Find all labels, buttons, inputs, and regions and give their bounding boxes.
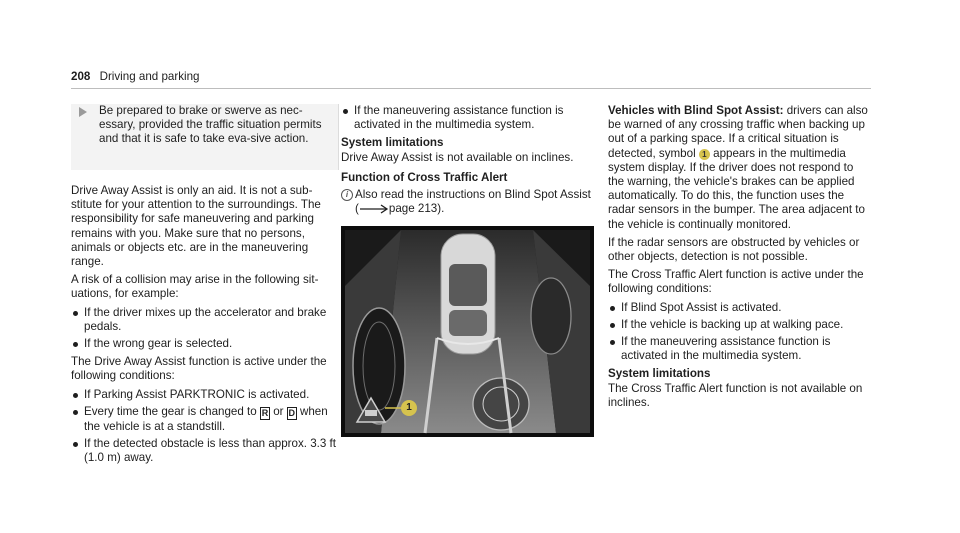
info-text: Also read the instructions on Blind Spot Assist ( xyxy=(355,188,591,216)
list-item xyxy=(71,437,339,465)
page-number: 208 xyxy=(71,70,91,83)
system-limitations-text: The Cross Traffic Alert function is not available on inclines. xyxy=(608,381,863,409)
note-box xyxy=(71,104,339,170)
gear-d-key: D xyxy=(288,407,295,418)
note-text: Be prepared to brake or swerve as nec-essary, provided the traffic situation permits and that it is safe to take eva-sive action. xyxy=(99,104,322,146)
list-item-text: If the wrong gear is selected. xyxy=(84,337,233,351)
list-item xyxy=(71,337,339,351)
bullet-icon xyxy=(73,311,78,316)
camera-view-image xyxy=(341,226,594,437)
list-item-text: If the driver mixes up the accelerator and brake pedals. xyxy=(84,305,327,333)
info-note xyxy=(341,188,593,216)
cta-condition-list xyxy=(608,301,872,364)
bullet-icon xyxy=(610,306,615,311)
or-text: or xyxy=(273,404,284,418)
list-item-text: when the vehicle is at a standstill. xyxy=(84,404,328,433)
bullet-icon xyxy=(73,342,78,347)
column-left xyxy=(71,104,339,469)
assist-list xyxy=(341,104,593,132)
page-reference-arrow-icon xyxy=(359,204,389,214)
bullet-icon xyxy=(610,340,615,345)
para-radar: If the radar sensors are obstructed by vehicles or other objects, detection is not possible. xyxy=(608,235,860,264)
para-conditions: The Cross Traffic Alert function is active under the following conditions: xyxy=(608,268,864,296)
list-item xyxy=(608,318,872,332)
bullet-icon xyxy=(73,393,78,398)
cross-traffic-heading: Function of Cross Traffic Alert xyxy=(341,170,508,184)
list-item-text: If the vehicle is backing up at walking pace. xyxy=(621,317,844,331)
bullet-icon xyxy=(610,323,615,328)
condition-list xyxy=(71,388,339,466)
system-limitations-text: Drive Away Assist is not available on inclines. xyxy=(341,150,574,164)
info-icon: i xyxy=(341,189,353,201)
list-item-text: If Parking Assist PARKTRONIC is activated. xyxy=(84,387,310,401)
para-aid: Drive Away Assist is only an aid. It is not a sub-stitute for your attention to the surroundings. The responsibility for safe maneuvering and parking remains with you. Make sure that no persons, animals or objects etc. are in the maneuvering range. xyxy=(71,184,321,269)
column-right xyxy=(608,104,872,414)
symbol-marker: 1 xyxy=(699,149,710,160)
bullet-icon xyxy=(73,410,78,415)
list-item-text: If the maneuvering assistance function is activated in the multimedia system. xyxy=(621,335,831,363)
system-limitations-heading: System limitations xyxy=(608,367,711,381)
page-header xyxy=(71,70,199,84)
column-middle xyxy=(341,104,593,216)
list-item xyxy=(608,335,872,363)
section-title: Driving and parking xyxy=(99,70,200,83)
list-item-text: If Blind Spot Assist is activated. xyxy=(621,300,782,314)
blind-spot-text-b: appears in the multimedia system display. If the driver does not respond to the warning, the vehicle's brakes can be applied automatically. To do this, the function uses the radar sensors in the bumper. The area adjacent to the vehicle is continually monitored. xyxy=(608,146,865,231)
list-item-text: If the detected obstacle is less than approx. 3.3 ft (1.0 m) away. xyxy=(84,437,336,465)
list-item-text: If the maneuvering assistance function is activated in the multimedia system. xyxy=(354,104,564,132)
triangle-arrow-icon xyxy=(79,107,87,117)
para-risk: A risk of a collision may arise in the following sit-uations, for example: xyxy=(71,273,319,301)
callout-marker: 1 xyxy=(406,402,412,413)
list-item xyxy=(71,405,339,434)
risk-list xyxy=(71,306,339,352)
rear-camera-illustration xyxy=(341,226,594,437)
list-item-text: Every time the gear is changed to xyxy=(84,404,257,418)
list-item xyxy=(608,301,872,315)
header-rule xyxy=(71,88,871,89)
blind-spot-text-a: drivers can also be warned of any crossing traffic when backing up out of a parking space. If a critical situation is detected, symbol xyxy=(608,104,868,160)
list-item xyxy=(341,104,593,132)
list-item xyxy=(71,388,339,402)
page-reference-link[interactable]: page 213). xyxy=(388,202,445,216)
system-limitations-heading: System limitations xyxy=(341,136,444,150)
blind-spot-heading: Vehicles with Blind Spot Assist: xyxy=(608,104,784,117)
list-item xyxy=(71,306,339,334)
para-blind-spot xyxy=(608,104,872,232)
gear-r-key: R xyxy=(261,407,269,418)
para-conditions: The Drive Away Assist function is active under the following conditions: xyxy=(71,355,327,383)
bullet-icon xyxy=(73,442,78,447)
bullet-icon xyxy=(343,109,348,114)
